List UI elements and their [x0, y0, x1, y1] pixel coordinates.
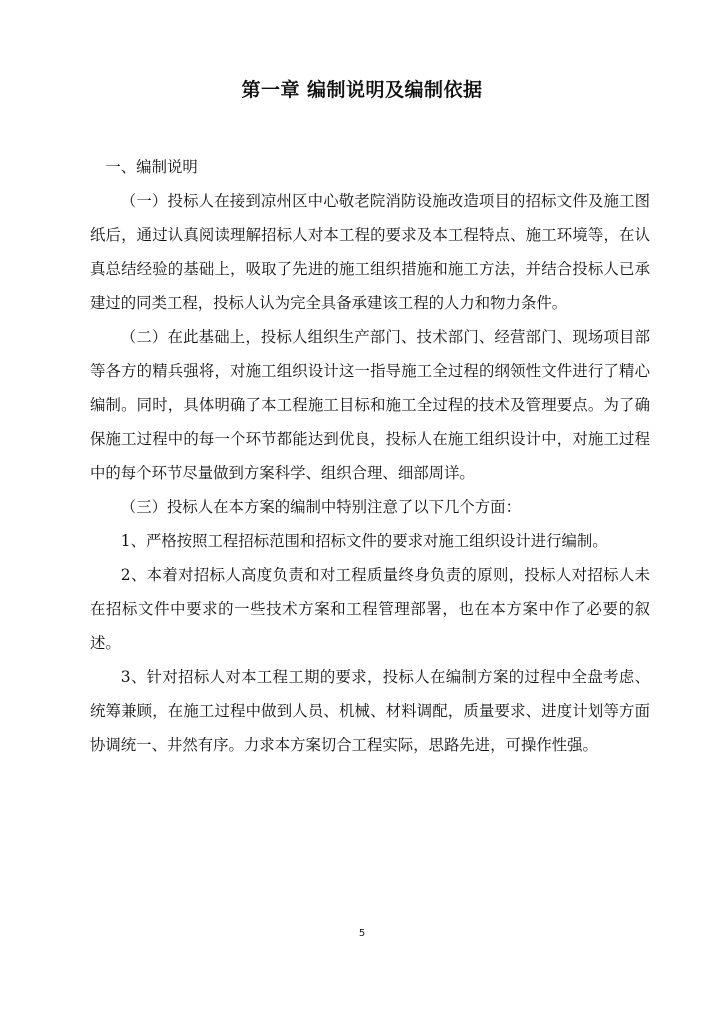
body-text: [90, 150, 650, 762]
paragraph-3: （三）投标人在本方案的编制中特别注意了以下几个方面：: [120, 498, 521, 516]
section-heading: 一、编制说明: [105, 158, 198, 176]
page-number: 5: [358, 928, 366, 939]
paragraph-2: （二）在此基础上，投标人组织生产部门、技术部门、经营部门、现场项目部等各方的精兵强将，对施工组织设计这一指导施工全过程的纲领性文件进行了精心编制。同时，具体明确了本工程施工目标和施工全过程的技术及管理要点。为了确保施工过程中的每一个环节都能达到优良，投标人在施工组织设计中，对施工过程中的每个环节尽量做到方案科学、组织合理、细部周详。: [90, 328, 650, 482]
list-item-2: 2、本着对招标人高度负责和对工程质量终身负责的原则，投标人对招标人未在招标文件中要求的一些技术方案和工程管理部署，也在本方案中作了必要的叙述。: [90, 566, 650, 652]
paragraph-1: （一）投标人在接到凉州区中心敬老院消防设施改造项目的招标文件及施工图纸后，通过认真阅读理解招标人对本工程的要求及本工程特点、施工环境等，在认真总结经验的基础上，吸取了先进的施工组织措施和施工方法，并结合投标人已承建过的同类工程，投标人认为完全具备承建该工程的人力和物力条件。: [90, 192, 650, 312]
list-item-1: 1、严格按照工程招标范围和招标文件的要求对施工组织设计进行编制。: [120, 532, 608, 550]
list-item-3: 3、针对招标人对本工程工期的要求，投标人在编制方案的过程中全盘考虑、统筹兼顾，在施工过程中做到人员、机械、材料调配，质量要求、进度计划等方面协调统一、井然有序。力求本方案切合工程实际，思路先进，可操作性强。: [90, 668, 650, 754]
chapter-title: 第一章 编制说明及编制依据: [241, 79, 483, 101]
